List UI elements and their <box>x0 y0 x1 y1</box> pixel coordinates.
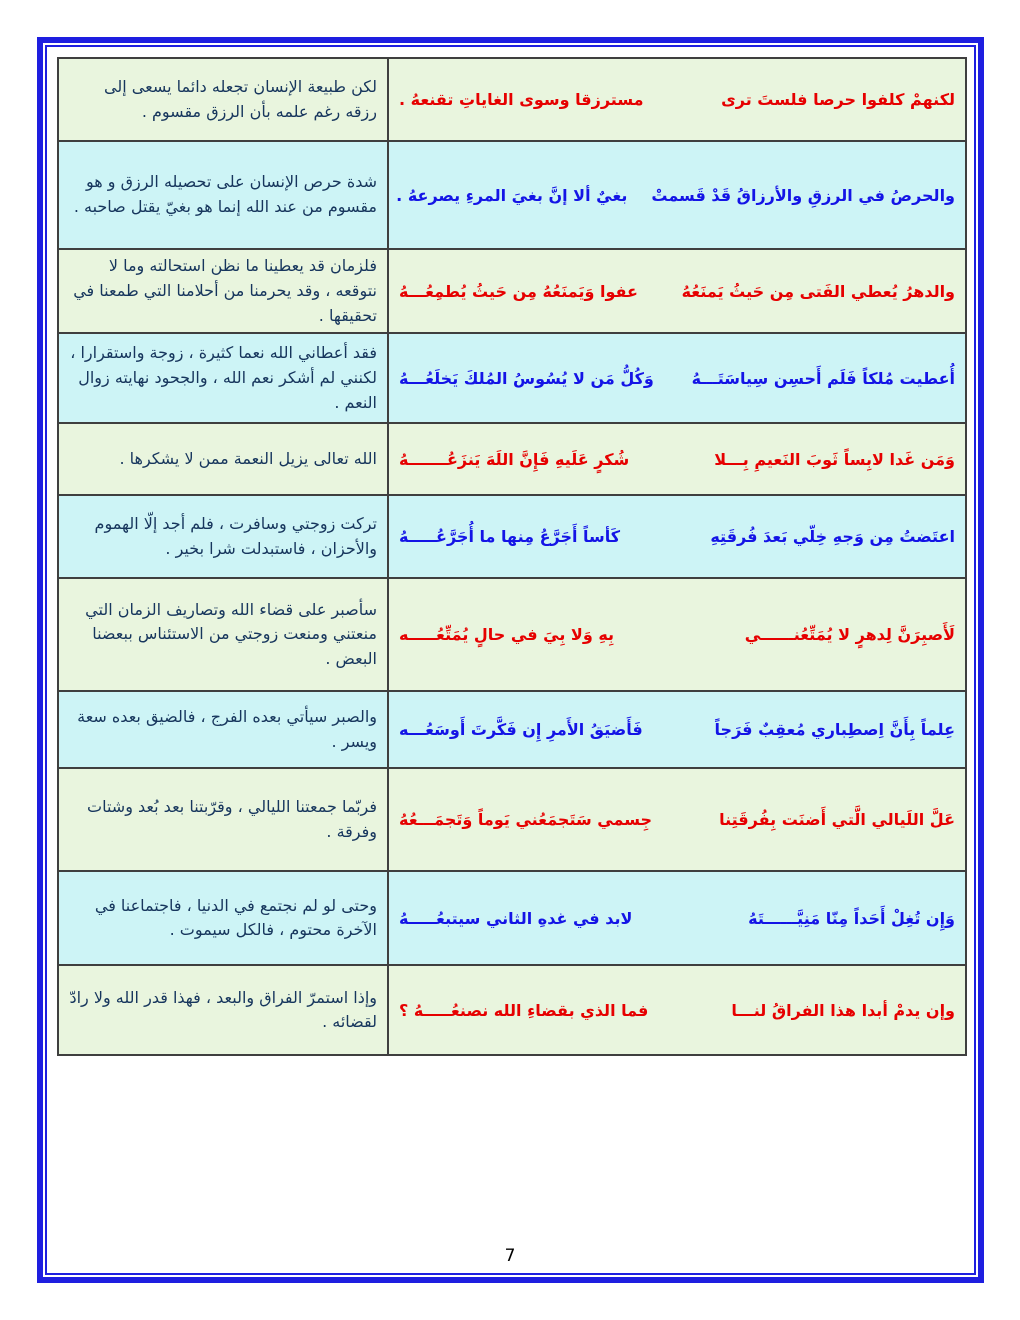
verse-cell <box>388 871 966 965</box>
verse-cell <box>388 249 966 333</box>
table-row <box>58 141 966 249</box>
explanation-cell: سأصبر على قضاء الله وتصاريف الزمان التي منعتني ومنعت زوجتي من الاستئناس ببعضنا البعض . <box>58 578 388 691</box>
verse-line <box>399 720 955 739</box>
table-row <box>58 691 966 768</box>
table-row <box>58 965 966 1055</box>
verse-line <box>399 909 955 928</box>
table-row <box>58 495 966 578</box>
explanation-cell: وحتى لو لم نجتمع في الدنيا ، فاجتماعنا في الآخرة محتوم ، فالكل سيموت . <box>58 871 388 965</box>
verse-line <box>399 90 955 109</box>
verse-first-hemistich: والحرصُ في الرزقِ والأرزاقُ قَدْ قَسمتْ <box>651 185 955 205</box>
poetry-table <box>57 57 967 1056</box>
verse-cell <box>388 495 966 578</box>
verse-second-hemistich: كَأساً أَجَرَّعُ مِنها ما أُجَرَّعُـــــهُ <box>399 527 621 547</box>
verse-first-hemistich: لكنهمْ كلفوا حرصا فلستَ ترى <box>721 90 955 109</box>
verse-second-hemistich: جِسمي سَتَجمَعُني يَوماً وَتَجمَـــعُهُ <box>399 810 653 830</box>
verse-first-hemistich: وَمَن غَدا لابِساً ثَوبَ النَعيمِ بِـــلا <box>714 449 955 469</box>
verse-cell <box>388 423 966 495</box>
verse-line <box>399 369 955 388</box>
explanation-cell: الله تعالى يزيل النعمة ممن لا يشكرها . <box>58 423 388 495</box>
table-row <box>58 871 966 965</box>
explanation-cell: لكن طبيعة الإنسان تجعله دائما يسعى إلى رزقه رغم علمه بأن الرزق مقسوم . <box>58 58 388 141</box>
verse-second-hemistich: فَأَضيَقُ الأَمرِ إِن فَكَّرتَ أَوسَعُـــه <box>399 720 643 740</box>
table-row <box>58 58 966 141</box>
verse-line <box>399 625 955 644</box>
verse-second-hemistich: مسترزقا وسوى الغاياتِ تقنعهُ . <box>399 90 644 109</box>
verse-first-hemistich: والدهرُ يُعطي الفَتى مِن حَيثُ يَمنَعُهُ <box>681 281 955 301</box>
verse-second-hemistich: بِهِ وَلا بِيَ في حالٍ يُمَتِّعُـــــه <box>399 625 615 645</box>
table-row <box>58 578 966 691</box>
verse-first-hemistich: عِلماً بِأَنَّ اِصطِباري مُعقِبٌ فَرَجاً <box>714 720 955 740</box>
verse-second-hemistich: وَكُلُّ مَن لا يُسُوسُ المُلكَ يَخلَعُـــهُ <box>399 368 654 388</box>
verse-line <box>399 282 955 301</box>
explanation-cell: فلزمان قد يعطينا ما نظن استحالته وما لا نتوقعه ، وقد يحرمنا من أحلامنا التي طمعنا في تحقيقها . <box>58 249 388 333</box>
verse-cell <box>388 141 966 249</box>
verse-cell <box>388 965 966 1055</box>
explanation-cell: فقد أعطاني الله نعما كثيرة ، زوجة واستقرارا ، لكنني لم أشكر نعم الله ، والجحود نهايته زوال النعم . <box>58 333 388 423</box>
verse-first-hemistich: عَلَّ اللَيالي الَّتي أَضنَت بِفُرقَتِنا <box>719 810 955 830</box>
explanation-cell: تركت زوجتي وسافرت ، فلم أجد إلّا الهموم والأحزان ، فاستبدلت شرا بخير . <box>58 495 388 578</box>
verse-first-hemistich: لَأَصبِرَنَّ لِدهرٍ لا يُمَتِّعُنــــــي <box>744 625 955 645</box>
verse-second-hemistich: عفوا وَيَمنَعُهُ مِن حَيثُ يُطمِعُـــهُ <box>399 281 638 301</box>
explanation-cell: شدة حرص الإنسان على تحصيله الرزق و هو مقسوم من عند الله إنما هو بغيّ يقتل صاحبه . <box>58 141 388 249</box>
verse-second-hemistich: لابد في غدهِ الثاني سيتبعُـــــهُ <box>399 908 633 928</box>
verse-line <box>399 1001 955 1020</box>
verse-line <box>399 450 955 469</box>
verse-cell <box>388 58 966 141</box>
table-row <box>58 768 966 871</box>
explanation-cell: والصبر سيأتي بعده الفرج ، فالضيق بعده سعة ويسر . <box>58 691 388 768</box>
verse-first-hemistich: وَإِن تُغِلْ أَحَداً مِنّا مَنِيَّــــــتَهُ <box>748 908 955 928</box>
verse-line <box>399 527 955 546</box>
verse-first-hemistich: اعتَضتُ مِن وَجهِ خِلّي بَعدَ فُرقَتِهِ <box>710 527 955 547</box>
explanation-cell: وإذا استمرّ الفراق والبعد ، فهذا قدر الله ولا رادّ لقضائه . <box>58 965 388 1055</box>
verse-line <box>399 810 955 829</box>
verse-first-hemistich: أُعطيت مُلكاً فَلَم أَحسِن سِياسَتَـــهُ <box>691 368 955 388</box>
table-row <box>58 333 966 423</box>
verse-cell <box>388 333 966 423</box>
verse-second-hemistich: بغيٌ ألا إنَّ بغيَ المرءِ يصرعهُ . <box>396 185 628 205</box>
table-row <box>58 423 966 495</box>
verse-line <box>396 185 955 205</box>
poetry-table-container <box>57 57 965 1056</box>
verse-cell <box>388 768 966 871</box>
page-number: 7 <box>504 1246 516 1266</box>
verse-first-hemistich: وإن يدمْ أبدا هذا الفراقُ لنـــا <box>731 1000 955 1020</box>
verse-second-hemistich: شُكرٍ عَلَيهِ فَإِنَّ اللَهَ يَنزَعُـــــــهُ <box>399 449 630 469</box>
verse-cell <box>388 578 966 691</box>
verse-cell <box>388 691 966 768</box>
poetry-table-body <box>58 58 966 1055</box>
explanation-cell: فربّما جمعتنا الليالي ، وقرّبتنا بعد بُعد وشتات وفرقة . <box>58 768 388 871</box>
verse-second-hemistich: فما الذي بقضاءِ الله نصنعُـــــهُ ؟ <box>399 1000 649 1020</box>
table-row <box>58 249 966 333</box>
